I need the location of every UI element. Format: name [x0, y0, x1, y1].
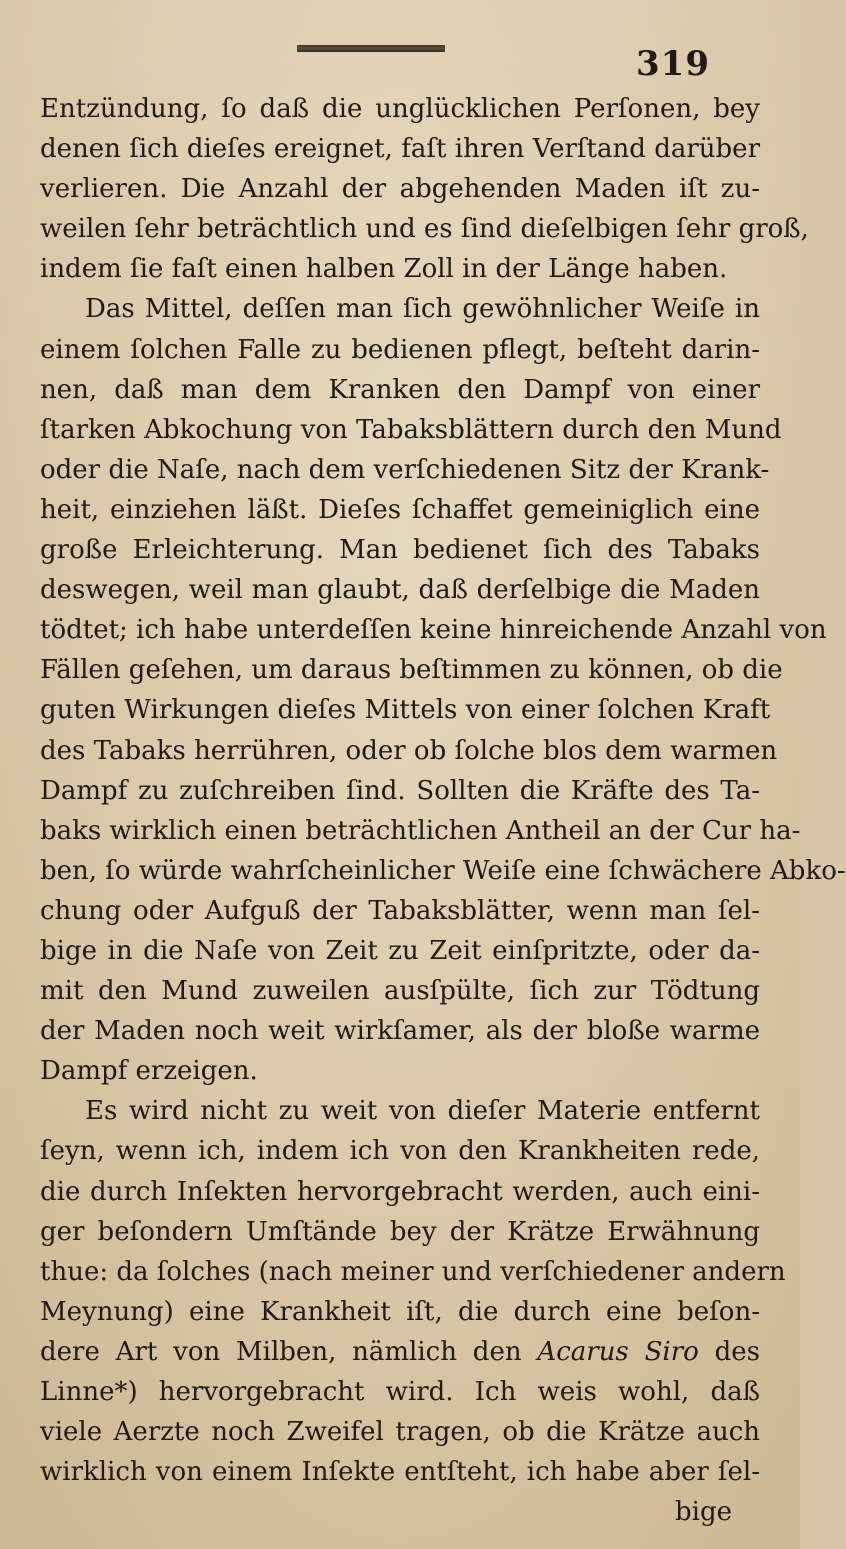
text-line: nen, daß man dem Kranken den Dampf von einer: [40, 374, 760, 405]
text-line: weilen ſehr beträchtlich und es ſind dieſelbigen ſehr groß,: [40, 214, 809, 245]
text-line: des Tabaks herrühren, oder ob ſolche blos dem warmen: [40, 735, 778, 766]
text-line: Entzündung, ſo daß die unglücklichen Perſonen, bey: [40, 94, 760, 124]
text-line: der Maden noch weit wirkſamer, als der bloße warme: [40, 1016, 760, 1047]
text-line: Dampf zu zuſchreiben ſind. Sollten die Kräfte des Ta-: [40, 775, 760, 806]
paragraph-start-line: Es wird nicht zu weit von dieſer Materie entfernt: [85, 1096, 760, 1127]
text-line: ger beſondern Umſtände bey der Krätze Erwähnung: [40, 1216, 760, 1247]
page-number: 319: [636, 44, 710, 84]
text-line-species: [40, 1332, 760, 1372]
text-line: oder die Naſe, nach dem verſchiedenen Sitz der Krank-: [40, 454, 770, 485]
line-lead: dere Art von Milben, nämlich den: [40, 1336, 522, 1367]
header-rule: [297, 45, 445, 52]
paragraph-start-line: Das Mittel, deſſen man ſich gewöhnlicher Weiſe in: [85, 294, 760, 325]
text-line: indem ſie faſt einen halben Zoll in der Länge haben.: [40, 254, 728, 285]
text-line: Linne*) hervorgebracht wird. Ich weis wohl, daß: [40, 1377, 760, 1407]
text-line: Meynung) eine Krankheit iſt, die durch eine beſon-: [40, 1296, 760, 1327]
body-text: [40, 89, 846, 1532]
text-line: chung oder Aufguß der Tabaksblätter, wenn man ſel-: [40, 895, 760, 926]
text-line: viele Aerzte noch Zweifel tragen, ob die Krätze auch: [40, 1417, 760, 1448]
text-line: baks wirklich einen beträchtlichen Antheil an der Cur ha-: [40, 815, 801, 846]
catchword: bige: [675, 1497, 732, 1528]
text-line: ſtarken Abkochung von Tabaksblättern durch den Mund: [40, 414, 782, 445]
text-line: deswegen, weil man glaubt, daß derſelbige die Maden: [40, 575, 760, 606]
species-name: Acarus Siro: [537, 1336, 699, 1367]
text-line: ſeyn, wenn ich, indem ich von den Krankheiten rede,: [40, 1136, 760, 1167]
text-line: große Erleichterung. Man bedienet ſich des Tabaks: [40, 535, 760, 566]
text-line: bige in die Naſe von Zeit zu Zeit einſpritzte, oder da-: [40, 935, 760, 966]
text-line: guten Wirkungen dieſes Mittels von einer ſolchen Kraft: [40, 695, 771, 726]
text-line: ben, ſo würde wahrſcheinlicher Weiſe eine ſchwächere Abko-: [40, 855, 846, 886]
text-line: mit den Mund zuweilen ausſpülte, ſich zur Tödtung: [40, 976, 760, 1007]
text-line: tödtet; ich habe unterdeſſen keine hinreichende Anzahl von: [40, 615, 827, 646]
text-line: Dampf erzeigen.: [40, 1056, 258, 1087]
text-line: einem ſolchen Falle zu bedienen pflegt, beſteht darin-: [40, 334, 760, 365]
text-line: die durch Inſekten hervorgebracht werden, auch eini-: [40, 1176, 760, 1207]
text-line: heit, einziehen läßt. Dieſes ſchaffet gemeiniglich eine: [40, 494, 760, 525]
text-line: wirklich von einem Inſekte entſteht, ich habe aber ſel-: [40, 1457, 760, 1488]
line-tail: des: [698, 1336, 761, 1367]
text-line: verlieren. Die Anzahl der abgehenden Maden iſt zu-: [40, 174, 760, 205]
text-line: thue: da ſolches (nach meiner und verſchiedener andern: [40, 1256, 786, 1287]
text-line: Fällen geſehen, um daraus beſtimmen zu können, ob die: [40, 655, 783, 686]
text-line: denen ſich dieſes ereignet, faſt ihren Verſtand darüber: [40, 134, 760, 165]
